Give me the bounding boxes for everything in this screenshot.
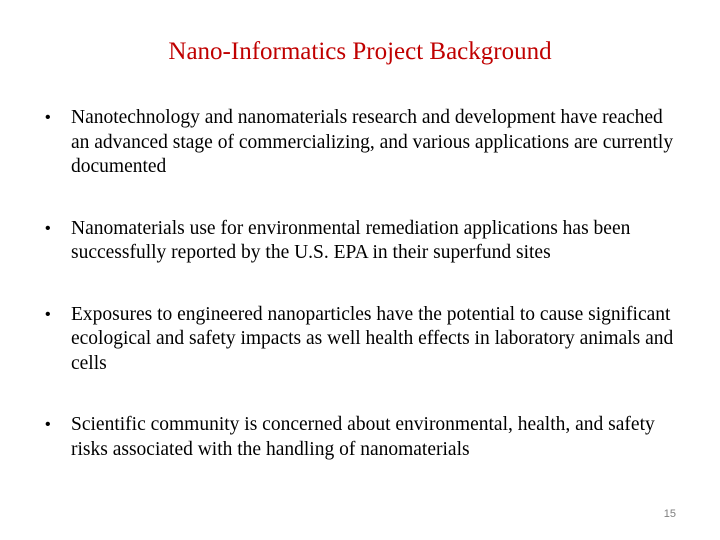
bullet-text: Scientific community is concerned about environmental, health, and safety risks associated with the handling of nanomaterials (71, 414, 655, 460)
bullet-text: Exposures to engineered nanoparticles have the potential to cause significant ecological and safety impacts as well health effects in laboratory animals and cells (71, 303, 674, 374)
bullet-list (45, 106, 685, 462)
bullet-text: Nanotechnology and nanomaterials research and development have reached an advanced stage of commercializing, and various applications are currently documented (71, 107, 674, 177)
bullet-item (45, 106, 685, 180)
bullet-icon: • (45, 305, 51, 323)
bullet-item (45, 217, 685, 266)
bullet-item (45, 303, 685, 377)
bullet-item (45, 413, 685, 462)
bullet-icon: • (45, 416, 51, 433)
page-number: 15 (663, 508, 676, 520)
bullet-text: Nanomaterials use for environmental remediation applications has been successfully reported by the U.S. EPA in their superfund sites (71, 217, 631, 263)
slide-title: Nano-Informatics Project Background (168, 38, 552, 65)
bullet-icon: • (45, 219, 51, 237)
bullet-icon: • (45, 109, 51, 126)
